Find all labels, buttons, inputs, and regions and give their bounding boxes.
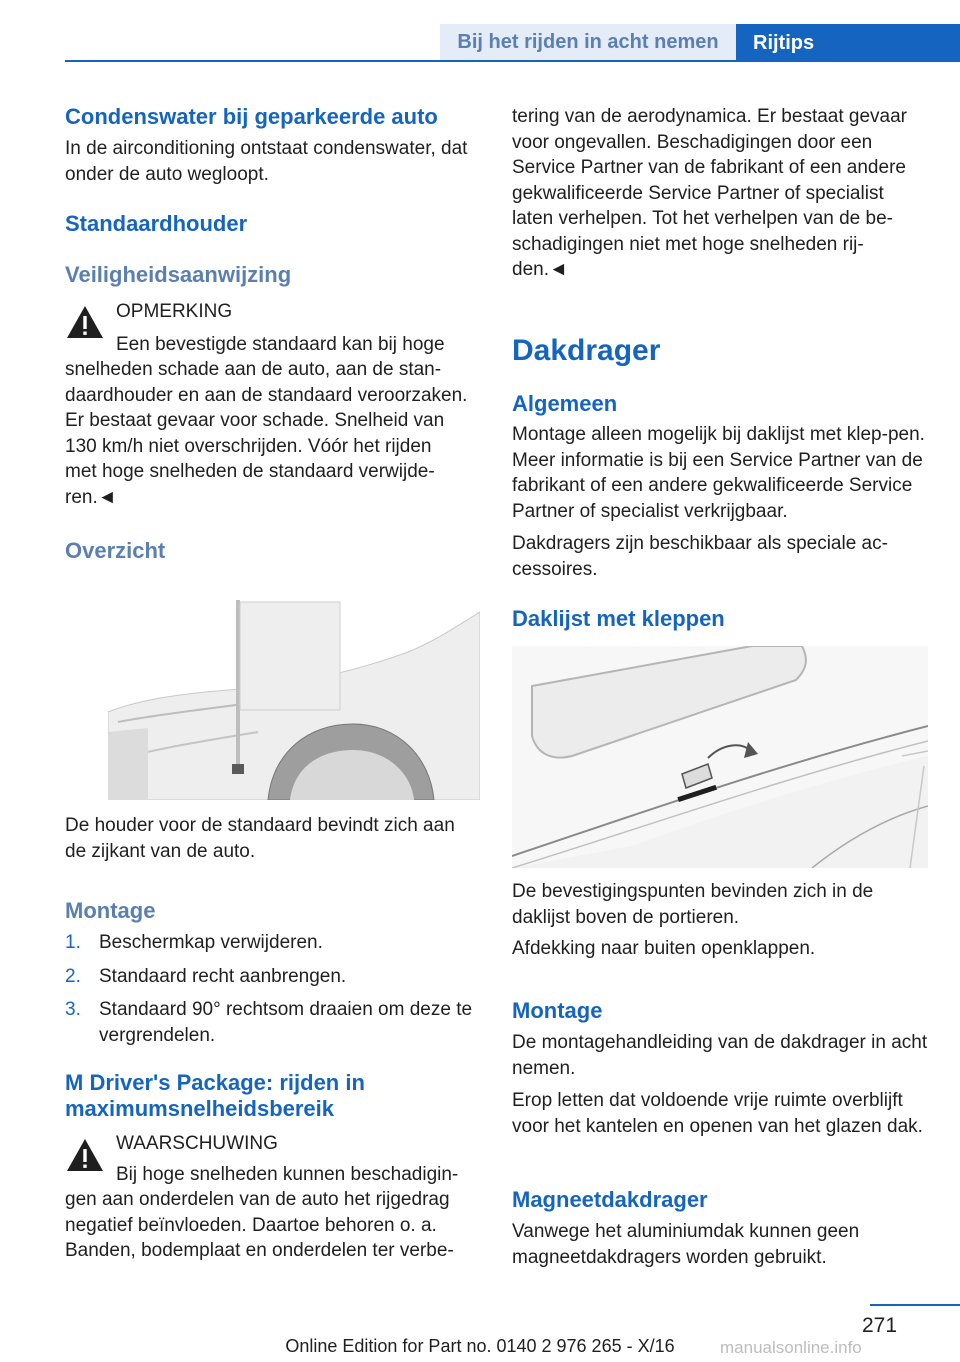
watermark: manualsonline.info [720, 1338, 862, 1357]
para-afdekking: Afdekking naar buiten openklappen. [512, 938, 816, 959]
heading-condenswater: Condenswater bij geparkeerde auto [65, 104, 438, 129]
flag-holder-illustration [108, 582, 480, 800]
heading-montage-left: Montage [65, 898, 156, 923]
cont-line: gekwalificeerde Service Partner of specialist [512, 182, 884, 204]
step-text: Standaard recht aanbrengen. [99, 965, 347, 987]
heading-magneet: Magneetdakdrager [512, 1187, 708, 1212]
note2-line: negatief beïnvloeden. Daartoe behoren o. a. [65, 1214, 437, 1236]
note2-line: Banden, bodemplaat en onderdelen ter verbe- [65, 1240, 454, 1261]
note1-line: Een bevestigde standaard kan bij hoge [116, 334, 445, 355]
step-text: Standaard 90° rechtsom draaien om deze te vergrendelen. [99, 999, 473, 1046]
cont-line: voor ongevallen. Beschadigingen door een [512, 131, 873, 153]
heading-dakdrager: Dakdrager [512, 334, 661, 367]
cont-line: den.◄ [512, 259, 568, 280]
header-section: Bij het rijden in acht nemen [440, 24, 736, 60]
cont-line: laten verhelpen. Tot het verhelpen van de be- [512, 208, 893, 229]
step-number: 3. [65, 999, 81, 1020]
note2-line: gen aan onderdelen van de auto het rijgedrag [65, 1189, 450, 1210]
step-item [65, 930, 480, 956]
note2-line: Bij hoge snelheden kunnen beschadigin- [116, 1164, 459, 1185]
heading-standaardhouder: Standaardhouder [65, 211, 248, 236]
header-chapter: Rijtips [736, 24, 960, 62]
note1-line: met hoge snelheden de standaard verwijde- [65, 461, 435, 482]
note1-label: OPMERKING [116, 301, 233, 322]
note2-label: WAARSCHUWING [116, 1133, 278, 1154]
para-houder: De houder voor de standaard bevindt zich aan de zijkant van de auto. [65, 815, 455, 862]
note1-text-cont [65, 357, 485, 510]
cont-line: tering van de aerodynamica. Er bestaat gevaar [512, 106, 908, 127]
note1-text [116, 332, 486, 358]
note1-line: daardhouder en aan de standaard veroorzaken. [65, 384, 468, 406]
note2-text [116, 1162, 486, 1188]
step-number: 2. [65, 965, 81, 987]
note1-line: 130 km/h niet overschrijden. Vóór het rijden [65, 435, 432, 457]
header-rule [65, 60, 960, 62]
heading-algemeen: Algemeen [512, 391, 618, 416]
step-item [65, 997, 480, 1048]
note1-line: Er bestaat gevaar voor schade. Snelheid van [65, 410, 445, 431]
heading-mdriver: M Driver's Package: rijden in maximumsnelheidsbereik [65, 1070, 365, 1121]
montage-steps [65, 930, 480, 1048]
note1-line: snelheden schade aan de auto, aan de stan- [65, 359, 442, 380]
footer-edition: Online Edition for Part no. 0140 2 976 265 - X/16 [285, 1336, 675, 1356]
step-number: 1. [65, 932, 81, 953]
note1-line: ren.◄ [65, 486, 117, 508]
para-condenswater: In de airconditioning ontstaat condenswater, dat onder de auto wegloopt. [65, 138, 468, 185]
footer-rule [870, 1304, 960, 1306]
heading-overzicht: Overzicht [65, 538, 166, 563]
para-accessoires: Dakdragers zijn beschikbaar als speciale ac-cessoires. [512, 533, 888, 580]
para-magneet: Vanwege het aluminiumdak kunnen geen magneetdakdragers worden gebruikt. [512, 1221, 860, 1268]
step-item [65, 964, 480, 990]
page-number: 271 [862, 1314, 898, 1337]
heading-montage-right: Montage [512, 998, 603, 1023]
roof-rail-illustration [512, 646, 928, 868]
cont-line: Service Partner van de fabrikant of een andere [512, 157, 906, 178]
warning-triangle-icon [65, 1137, 105, 1173]
para-montage1: De montagehandleiding van de dakdrager in acht nemen. [512, 1032, 928, 1079]
cont-line: schadigingen niet met hoge snelheden rij- [512, 233, 864, 255]
para-algemeen: Montage alleen mogelijk bij daklijst met klep-pen. Meer informatie is bij een Service Partner van de fabrikant of een andere gekwalificeerde Service Partner of specialist verkrijgbaar. [512, 424, 925, 522]
para-bevestiging: De bevestigingspunten bevinden zich in de daklijst boven de portieren. [512, 881, 874, 928]
note2-text-cont [65, 1187, 485, 1264]
heading-daklijst: Daklijst met kleppen [512, 606, 725, 631]
heading-veiligheid: Veiligheidsaanwijzing [65, 262, 292, 287]
para-montage2: Erop letten dat voldoende vrije ruimte overblijft voor het kantelen en openen van het glazen dak. [512, 1090, 923, 1137]
right-continuation [512, 104, 932, 283]
step-text: Beschermkap verwijderen. [99, 932, 323, 953]
warning-triangle-icon [65, 304, 105, 340]
